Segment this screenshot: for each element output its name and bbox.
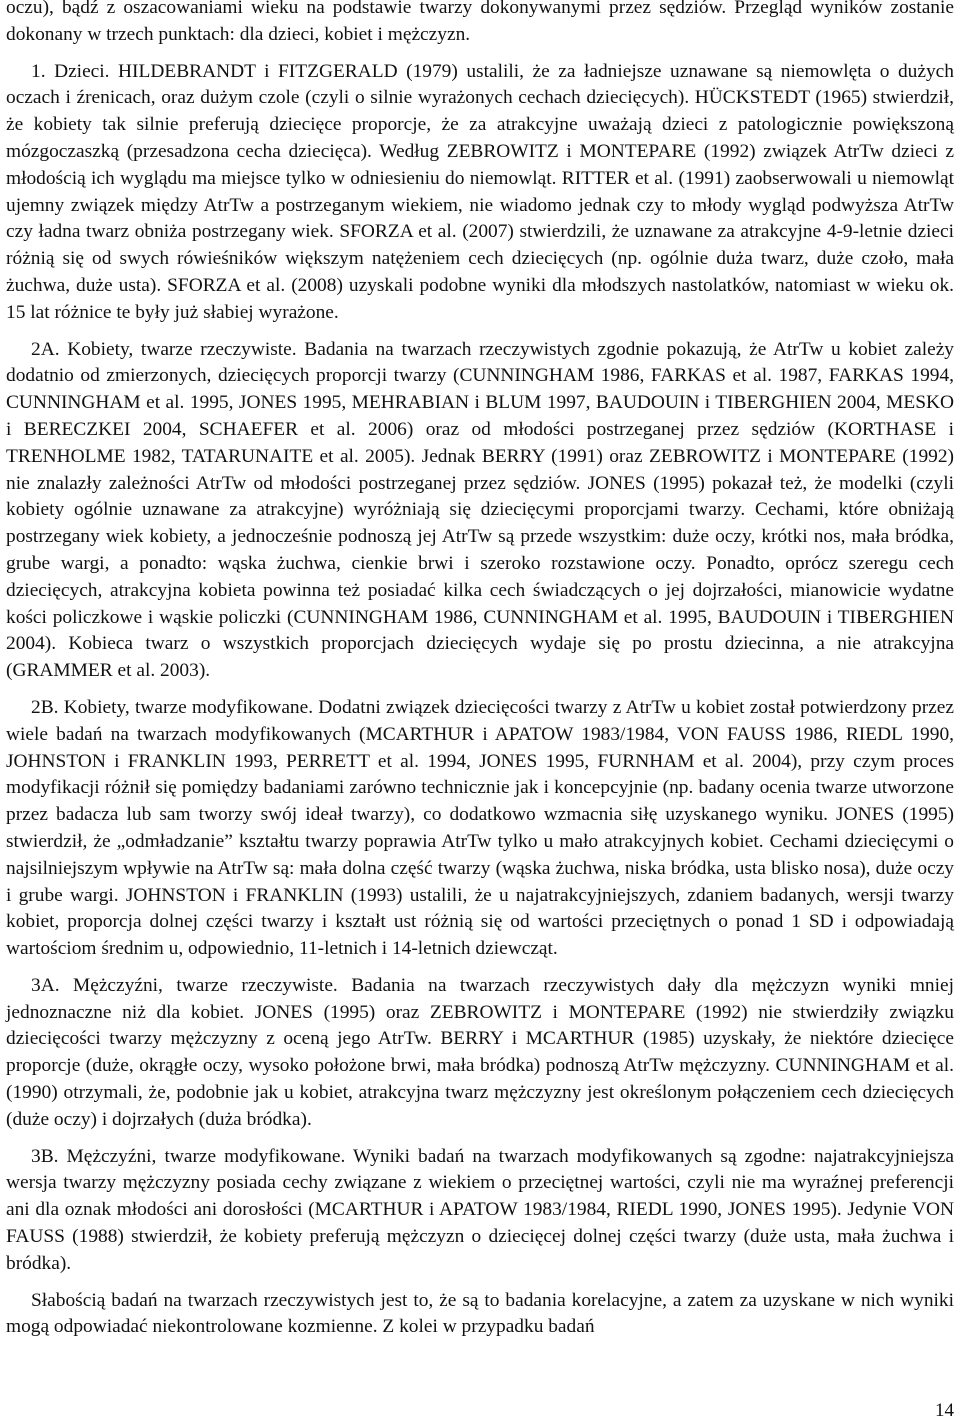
paragraph-intro-continuation: oczu), bądź z oszacowaniami wieku na podstawie twarzy dokonywanymi przez sędziów. Przegląd wyników zostanie dokonany w trzech punktach: dla dzieci, kobiet i mężczyzn.	[6, 0, 954, 45]
paragraph-gap	[6, 1278, 954, 1288]
paragraph-children-text: 1. Dzieci. HILDEBRANDT i FITZGERALD (1979) ustalili, że za ładniejsze uznawane są niemowlęta o dużych oczach i źrenicach, oraz dużym czole (czyli o silnie wyrażonych cechach dziecięcych). HÜCKSTEDT (1965) stwierdził, że kobiety tak silnie preferują dziecięce proporcje, że za atrakcyjne uważają dzieci z patologicznie powiększoną mózgoczaszką (przesadzona cecha dziecięca). Według ZEBROWITZ i MONTEPARE (1992) związek AtrTw dzieci z młodością ich wyglądu ma miejsce tylko w odniesieniu do niemowląt. RITTER et al. (1991) zaobserwowali u niemowląt ujemny związek między AtrTw a postrzeganym wiekiem, nie wiadomo jednak czy to młody wygląd podwyższa AtrTw czy ładna twarz obniża postrzegany wiek. SFORZA et al. (2007) stwierdzili, że uznawane za atrakcyjne 4-9-letnie dzieci różnią się od swych rówieśników większym natężeniem cech dziecięcych (np. ogólnie duża twarz, duże czoło, mała żuchwa, duże usta). SFORZA et al. (2008) uzyskali podobne wyniki dla młodszych nastolatków, natomiast w wieku ok. 15 lat różnice te były już słabiej wyrażone.	[6, 60, 954, 323]
paragraph-children	[6, 59, 954, 327]
paragraph-gap	[6, 963, 954, 973]
paragraph-men-modified-faces	[6, 1144, 954, 1278]
paragraph-gap	[6, 1134, 954, 1144]
paragraph-women-modified-faces-text: 2B. Kobiety, twarze modyfikowane. Dodatni związek dziecięcości twarzy z AtrTw u kobiet został potwierdzony przez wiele badań na twarzach modyfikowanych (MCARTHUR i APATOW 1983/1984, VON FAUSS 1986, RIEDL 1990, JOHNSTON i FRANKLIN 1993, PERRETT et al. 1994, JONES 1995, FURNHAM et al. 2004), przy czym proces modyfikacji różnił się pomiędzy badaniami zarówno technicznie jak i koncepcyjnie (np. badany ocenia twarze utworzone przez badacza lub sam tworzy swój ideał twarzy), co dodatkowo wzmacnia siłę uzyskanego wyniku. JONES (1995) stwierdził, że „odmładzanie” kształtu twarzy poprawia AtrTw tylko u mało atrakcyjnych kobiet. Cechami dziecięcymi o najsilniejszym wpływie na AtrTw są: mała dolna część twarzy (wąska żuchwa, niska bródka, usta blisko nosa), duże oczy i grube wargi. JOHNSTON i FRANKLIN (1993) ustalili, że u najatrakcyjniejszych, zdaniem badanych, wersji twarzy kobiet, proporcja dolnej części twarzy i kształt ust różnią się od wartości przeciętnych o ponad 1 SD i odpowiadają wartościom średnim u, odpowiednio, 11-letnich i 14-letnich dziewcząt.	[6, 696, 954, 960]
paragraph-limitations	[6, 1288, 954, 1342]
paragraph-men-real-faces-text: 3A. Mężczyźni, twarze rzeczywiste. Badania na twarzach rzeczywistych dały dla mężczyzn wyniki mniej jednoznaczne niż dla kobiet. JONES (1995) oraz ZEBROWITZ i MONTEPARE (1992) nie stwierdziły związku dziecięcości twarzy mężczyzny z oceną jego AtrTw. BERRY i MCARTHUR (1985) uzyskały, że niektóre dziecięce proporcje (duże, okrągłe oczy, wysoko położone brwi, mała bródka) podnoszą AtrTw mężczyzny. CUNNINGHAM et al. (1990) otrzymali, że, podobnie jak u kobiet, atrakcyjna twarz mężczyzny jest określonym połączeniem cech dziecięcych (duże oczy) i dojrzałych (duża bródka).	[6, 974, 954, 1130]
paragraph-men-real-faces	[6, 973, 954, 1134]
paragraph-gap	[6, 685, 954, 695]
paragraph-gap	[6, 327, 954, 337]
paragraph-gap	[6, 49, 954, 59]
page-number: 14	[935, 1400, 954, 1421]
paragraph-limitations-text: Słabością badań na twarzach rzeczywistych jest to, że są to badania korelacyjne, a zatem za uzyskane w nich wyniki mogą odpowiadać niekontrolowane kozmienne. Z kolei w przypadku badań	[6, 1289, 954, 1338]
paragraph-women-real-faces	[6, 337, 954, 685]
paragraph-women-real-faces-text: 2A. Kobiety, twarze rzeczywiste. Badania na twarzach rzeczywistych zgodnie pokazują, że AtrTw u kobiet zależy dodatnio od zmierzonych, dziecięcych proporcji twarzy (CUNNINGHAM 1986, FARKAS et al. 1987, FARKAS 1994, CUNNINGHAM et al. 1995, JONES 1995, MEHRABIAN i BLUM 1997, BAUDOUIN i TIBERGHIEN 2004, MESKO i BERECZKEI 2004, SCHAEFER et al. 2006) oraz od młodości postrzeganej przez sędziów (KORTHASE i TRENHOLME 1982, TATARUNAITE et al. 2005). Jednak BERRY (1991) oraz ZEBROWITZ i MONTEPARE (1992) nie znalazły zależności AtrTw od młodości postrzeganej przez sędziów. JONES (1995) pokazał też, że modelki (czyli kobiety ogólnie uznawane za atrakcyjne) wyróżniają się dziecięcymi proporcjami twarzy. Cechami, które obniżają postrzegany wiek kobiety, a jednocześnie podnoszą jej AtrTw są przede wszystkim: duże oczy, krótki nos, mała bródka, grube wargi, a ponadto: wąska żuchwa, cienkie brwi i szeroko rozstawione oczy. Ponadto, oprócz szeregu cech dziecięcych, atrakcyjna kobieta powinna też posiadać kilka cech świadczących o jej dojrzałości, mianowicie wydatne kości policzkowe i wąskie policzki (CUNNINGHAM 1986, CUNNINGHAM et al. 1995, BAUDOUIN i TIBERGHIEN 2004). Kobieca twarz o wszystkich proporcjach dziecięcych wydaje się po prostu dziecinna, a nie atrakcyjna (GRAMMER et al. 2003).	[6, 338, 954, 682]
paragraph-men-modified-faces-text: 3B. Mężczyźni, twarze modyfikowane. Wyniki badań na twarzach modyfikowanych są zgodne: najatrakcyjniejsza wersja twarzy mężczyzny posiada cechy związane z wiekiem o przeciętnej wartości, czyli nie ma wyraźnej preferencji ani dla oznak młodości ani dorosłości (MCARTHUR i APATOW 1983/1984, RIEDL 1990, JONES 1995). Jedynie VON FAUSS (1988) stwierdził, że kobiety preferują mężczyzn o dziecięcej dolnej części twarzy (duże usta, mała żuchwa i bródka).	[6, 1145, 954, 1274]
paragraph-women-modified-faces	[6, 695, 954, 963]
